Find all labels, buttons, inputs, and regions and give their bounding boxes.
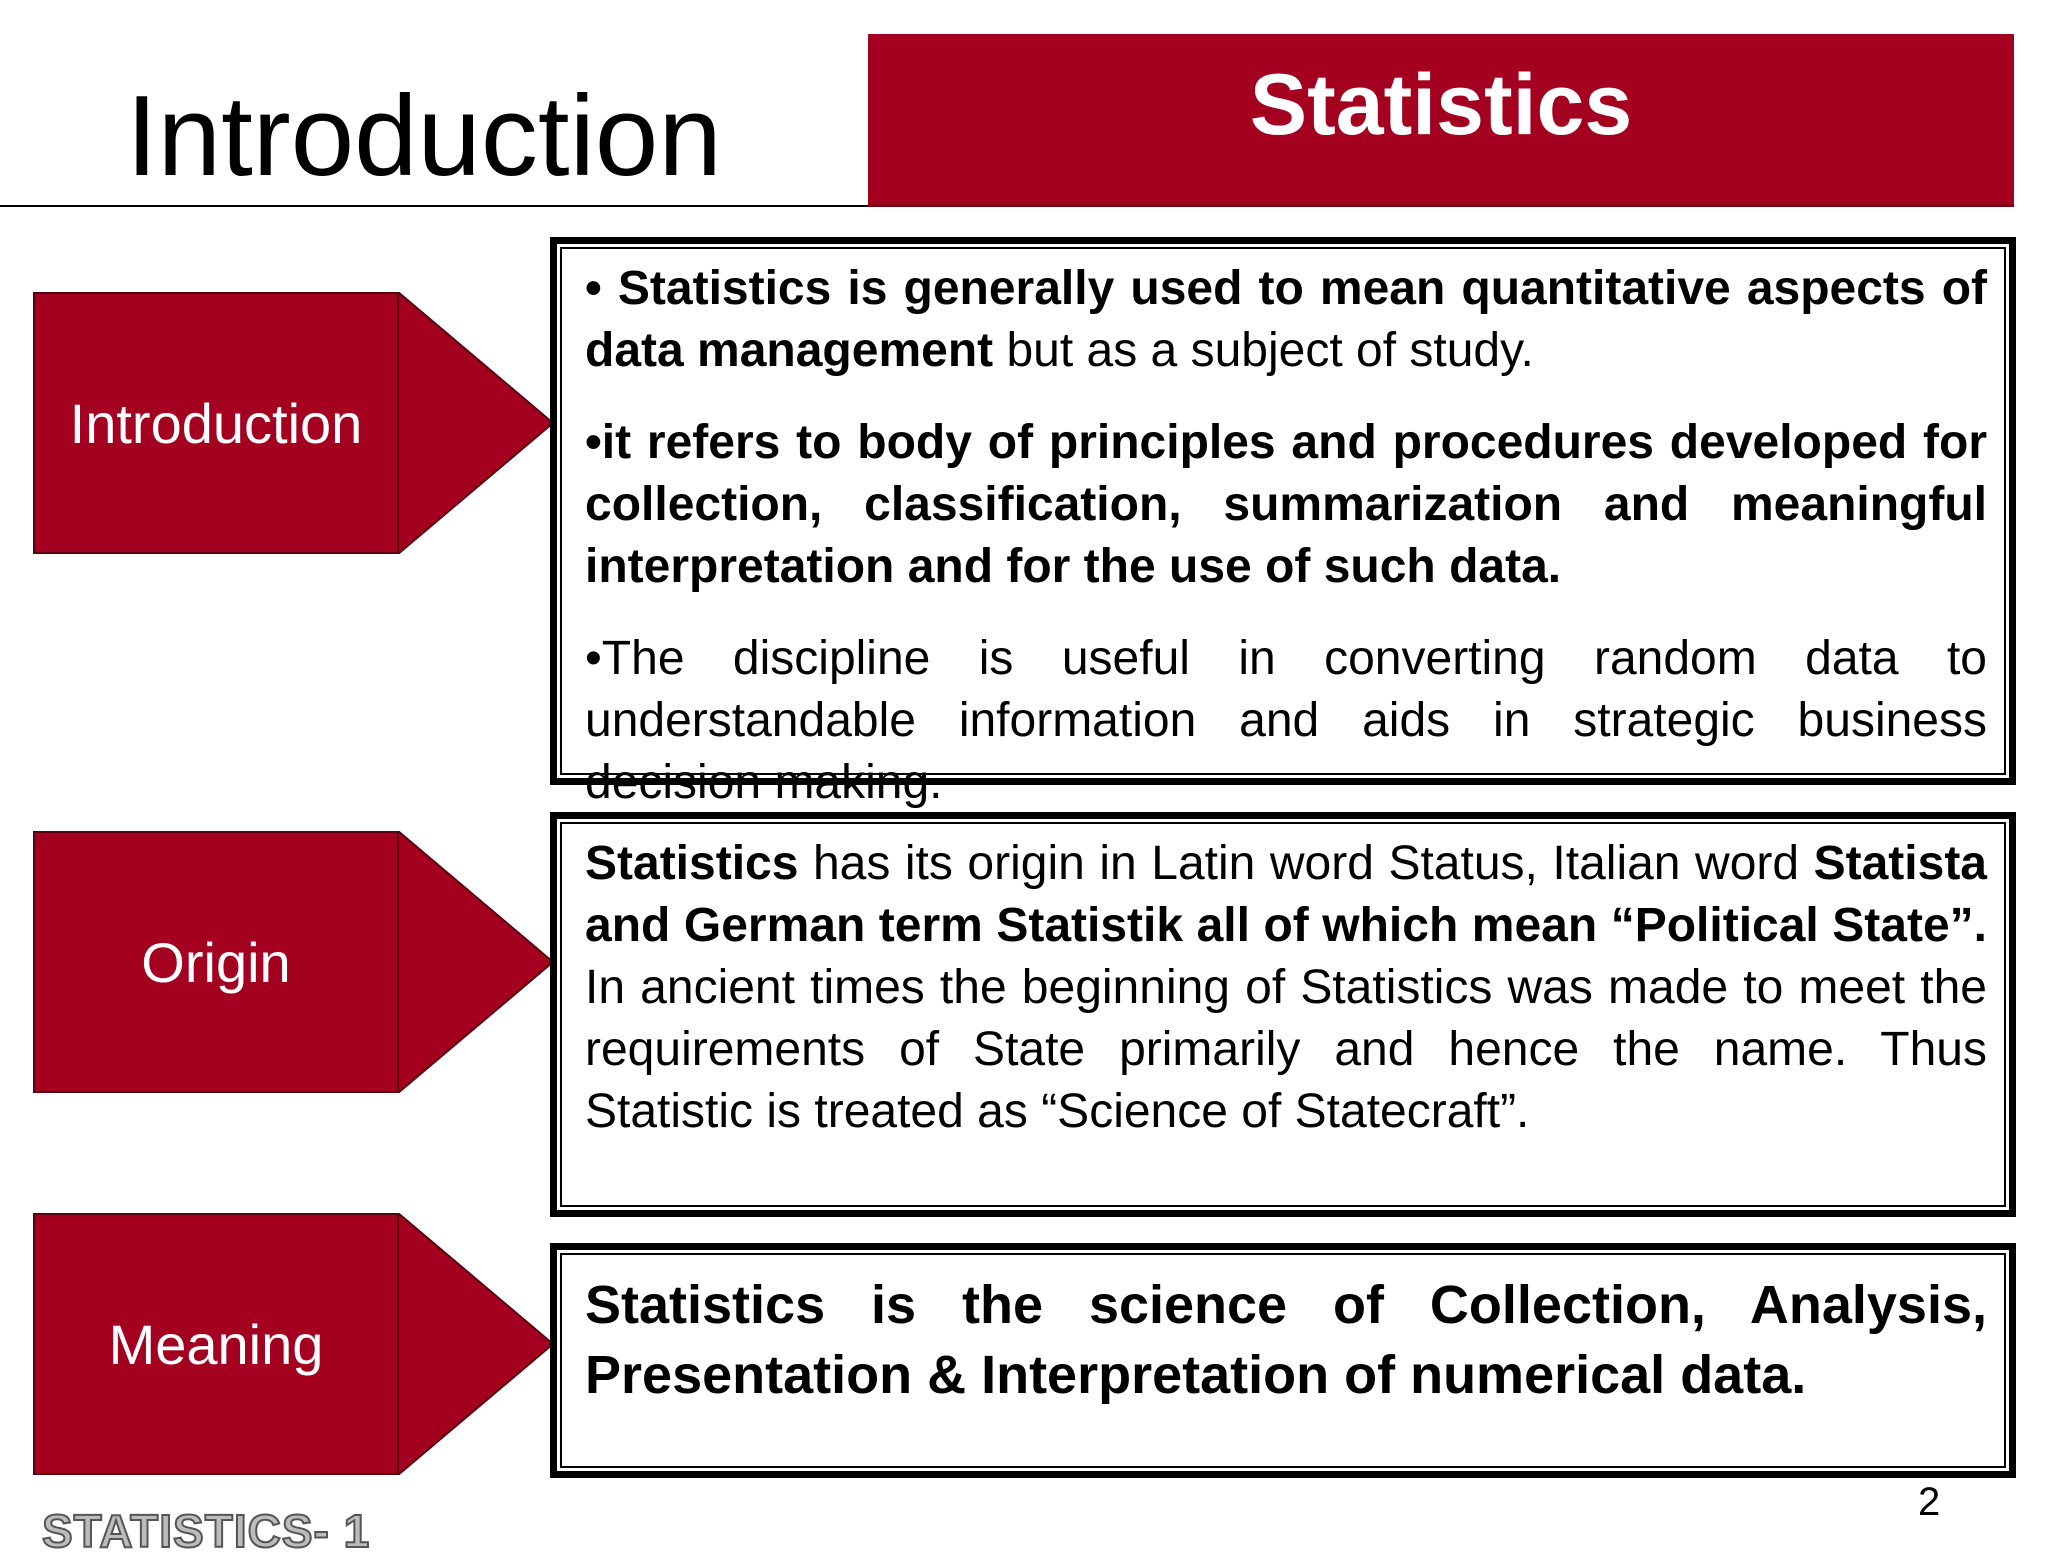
page-number: 2 [1918, 1480, 1941, 1524]
introduction-text [585, 258, 1987, 844]
origin-bold-2: Statista and German term Statistik all of which mean “Political State”. [585, 837, 1987, 952]
introduction-point-3: •The discipline is useful in converting random data to understandable information and aids in strategic business decision making. [585, 632, 1987, 809]
origin-text [585, 833, 1987, 1173]
introduction-point-1-bold: • Statistics is generally used to mean quantitative aspects of data management [585, 262, 1987, 377]
origin-text-2: In ancient times the beginning of Statistics was made to meet the requirements of State primarily and hence the name. Thus Statistic is treated as “Science of Statecraft”. [585, 961, 1987, 1138]
title-rule [0, 205, 868, 207]
section-tab-introduction: Introduction [33, 292, 399, 554]
introduction-point-1-rest: but as a subject of study. [993, 324, 1534, 377]
section-tab-meaning: Meaning [33, 1213, 399, 1475]
chevron-right-icon [398, 831, 553, 1093]
footer-label: STATISTICS- 1 [42, 1505, 371, 1557]
introduction-point-2 [585, 412, 1987, 598]
chevron-right-icon [398, 1213, 553, 1475]
slide-title: Introduction [126, 73, 722, 200]
meaning-text: Statistics is the science of Collection, Analysis, Presentation & Interpretation of numerical data. [585, 1275, 1987, 1405]
chevron-right-icon [398, 292, 553, 554]
introduction-point-1 [585, 258, 1987, 382]
meaning-box [550, 1243, 2016, 1478]
header-banner-text: Statistics [1249, 57, 1633, 153]
introduction-point-2-bold: •it refers to body of principles and procedures developed for collection, classification, summarization and meaningful interpretation and for the use of such data. [585, 416, 1987, 593]
section-tab-origin: Origin [33, 831, 399, 1093]
introduction-box [550, 237, 2016, 809]
meaning-text-wrap [585, 1270, 1987, 1410]
origin-box [550, 812, 2016, 1217]
origin-text-1: has its origin in Latin word Status, Italian word [798, 837, 1814, 890]
header-banner [868, 34, 2014, 207]
origin-paragraph [585, 833, 1987, 1143]
origin-bold-1: Statistics [585, 837, 799, 890]
